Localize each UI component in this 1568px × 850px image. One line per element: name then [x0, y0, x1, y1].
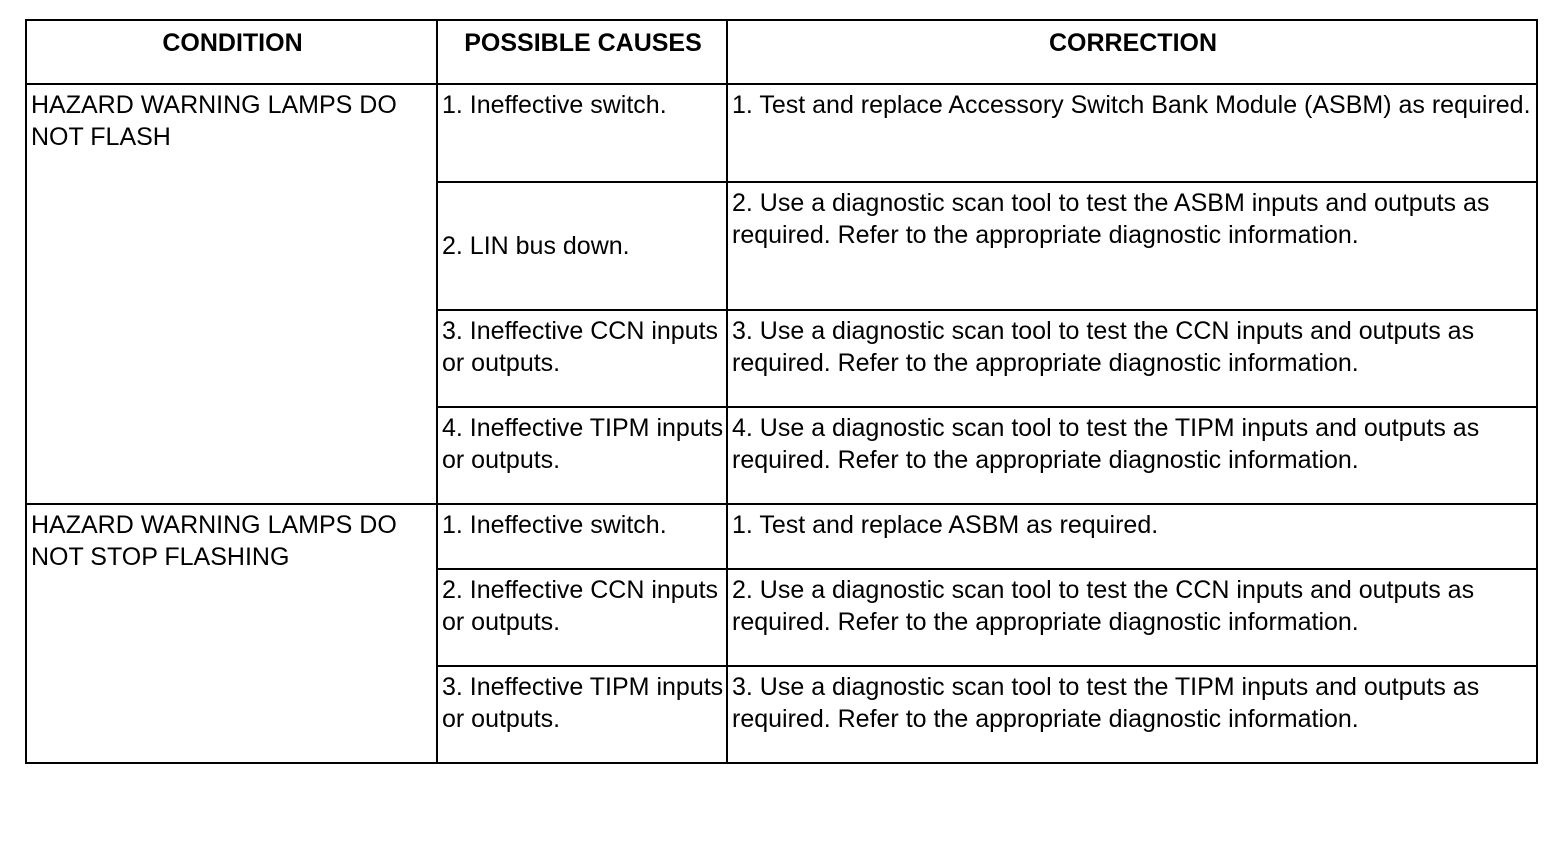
correction-cell: 3. Use a diagnostic scan tool to test the TIPM inputs and outputs as required. Refer to the appropriate diagnostic information.: [727, 666, 1537, 763]
condition-cell: HAZARD WARNING LAMPS DO NOT STOP FLASHING: [26, 504, 437, 763]
cause-cell: 3. Ineffective TIPM inputs or outputs.: [437, 666, 727, 763]
correction-cell: 1. Test and replace Accessory Switch Bank Module (ASBM) as required.: [727, 84, 1537, 182]
header-row: [26, 20, 1537, 84]
header-correction: CORRECTION: [727, 20, 1537, 84]
correction-cell: 2. Use a diagnostic scan tool to test the ASBM inputs and outputs as required. Refer to the appropriate diagnostic information.: [727, 182, 1537, 310]
correction-cell: 2. Use a diagnostic scan tool to test the CCN inputs and outputs as required. Refer to the appropriate diagnostic information.: [727, 569, 1537, 666]
cause-cell: 2. LIN bus down.: [437, 182, 727, 310]
table-row: [26, 504, 1537, 569]
correction-cell: 1. Test and replace ASBM as required.: [727, 504, 1537, 569]
cause-cell: 2. Ineffective CCN inputs or outputs.: [437, 569, 727, 666]
condition-cell: HAZARD WARNING LAMPS DO NOT FLASH: [26, 84, 437, 504]
correction-cell: 3. Use a diagnostic scan tool to test the CCN inputs and outputs as required. Refer to the appropriate diagnostic information.: [727, 310, 1537, 407]
header-possible-causes: POSSIBLE CAUSES: [437, 20, 727, 84]
diagnosis-table: [25, 19, 1538, 764]
table-row: [26, 84, 1537, 182]
cause-cell: 1. Ineffective switch.: [437, 504, 727, 569]
header-condition: CONDITION: [26, 20, 437, 84]
correction-cell: 4. Use a diagnostic scan tool to test the TIPM inputs and outputs as required. Refer to the appropriate diagnostic information.: [727, 407, 1537, 504]
cause-cell: 3. Ineffective CCN inputs or outputs.: [437, 310, 727, 407]
cause-cell: 1. Ineffective switch.: [437, 84, 727, 182]
cause-cell: 4. Ineffective TIPM inputs or outputs.: [437, 407, 727, 504]
